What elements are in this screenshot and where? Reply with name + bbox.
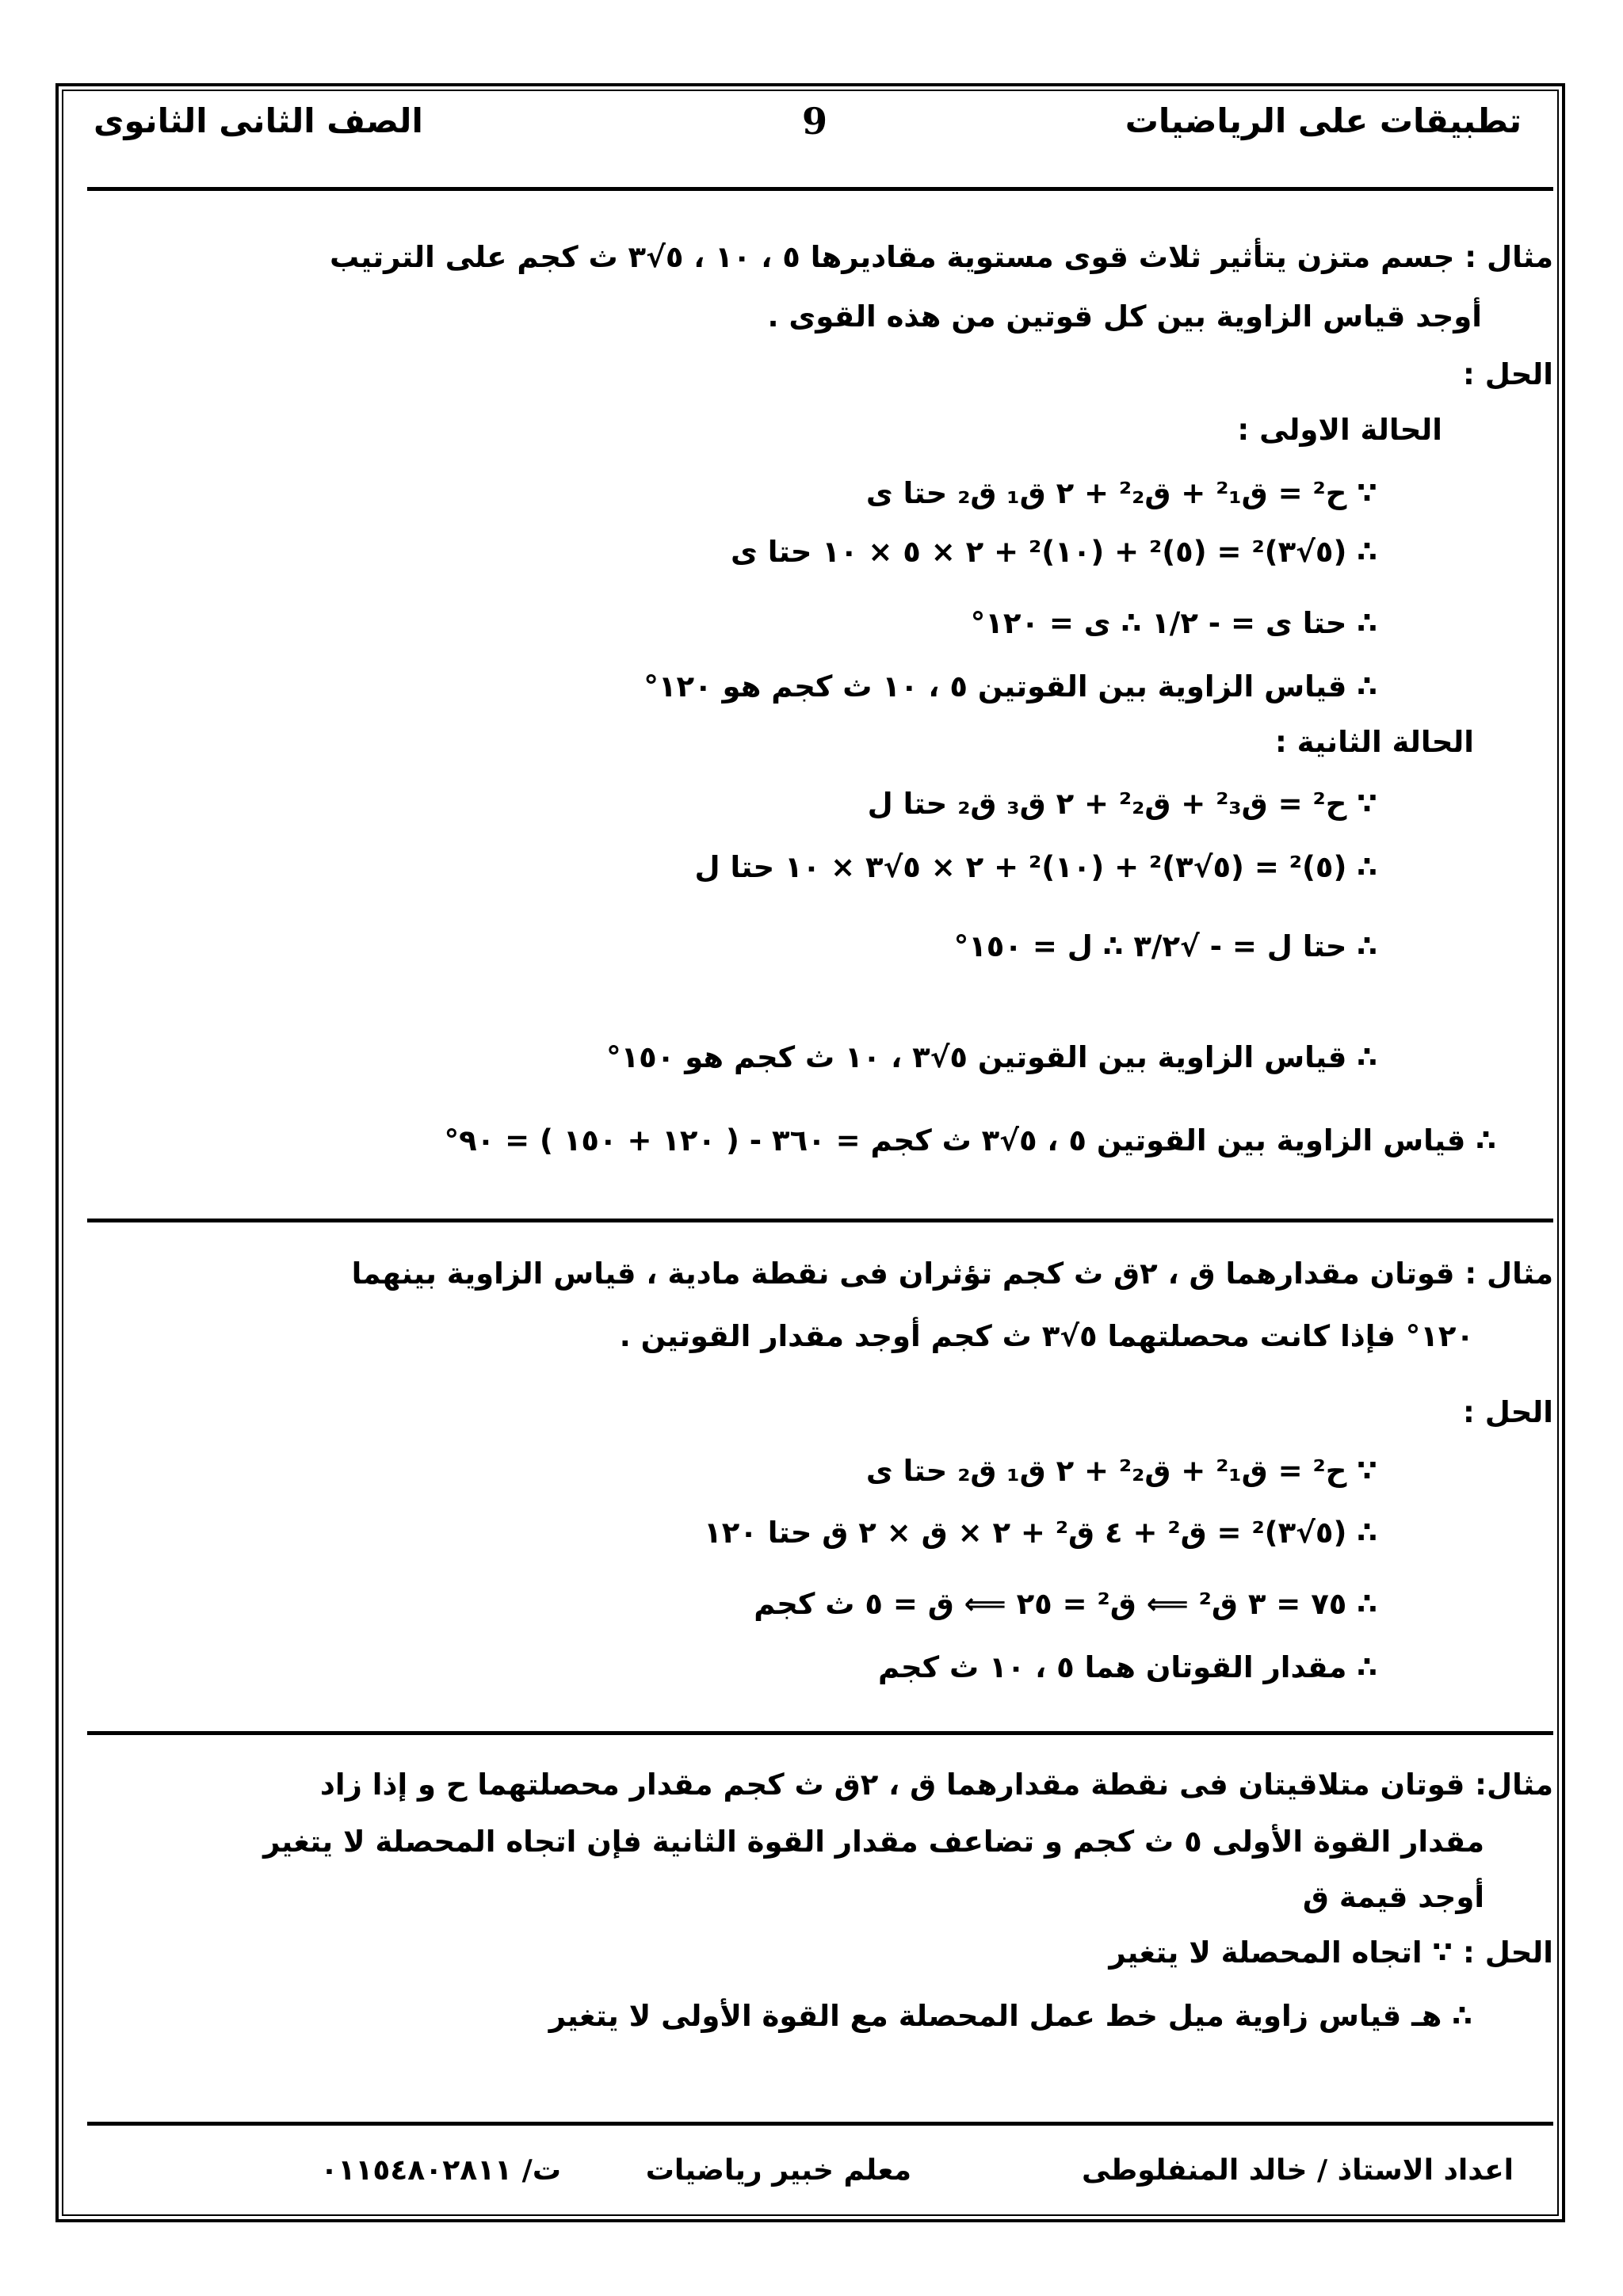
example3-statement-line1: مثال: قوتان متلاقيتان فى نقطة مقدارهما ق ، ٢ق ث كجم مقدار محصلتهما ح و إذا زاد	[319, 1768, 1553, 1802]
footer-role: معلم خبير رياضيات	[645, 2154, 911, 2187]
example2-line3: ∴ ٧٥ = ٣ ق² ⟸ ق² = ٢٥ ⟸ ق = ٥ ث كجم	[754, 1587, 1377, 1621]
example1-case1-label: الحالة الاولى :	[1237, 413, 1442, 447]
footer-divider	[87, 2122, 1553, 2126]
example1-case1-line2: ∴ (٥√٣)² = (٥)² + (١٠)² + ٢ × ٥ × ١٠ حتا ى	[731, 535, 1377, 569]
example2-statement-line2: ١٢٠° فإذا كانت محصلتهما ٥√٣ ث كجم أوجد مقدار القوتين .	[619, 1319, 1474, 1353]
example2-line1: ∵ ح² = ق²₁ + ق²₂ + ٢ ق₁ ق₂ حتا ى	[865, 1454, 1377, 1488]
example1-case1-line3: ∴ حتا ى = - ١/٢ ∴ ى = ١٢٠°	[970, 606, 1377, 640]
example1-case2-line3: ∴ حتا ل = - √٣/٢ ∴ ل = ١٥٠°	[953, 929, 1377, 963]
section-divider-1	[87, 1219, 1553, 1222]
footer-author: اعداد الاستاذ / خالد المنفلوطى	[1081, 2154, 1514, 2187]
section-divider-2	[87, 1731, 1553, 1735]
example3-statement-line2: مقدار القوة الأولى ٥ ث كجم و تضاعف مقدار القوة الثانية فإن اتجاه المحصلة لا يتغير	[263, 1825, 1484, 1859]
example2-line4: ∴ مقدار القوتان هما ٥ ، ١٠ ث كجم	[877, 1650, 1377, 1684]
example1-final-line: ∴ قياس الزاوية بين القوتين ٥ ، ٥√٣ ث كجم = ٣٦٠ - ( ١٢٠ + ١٥٠ ) = ٩٠°	[444, 1123, 1496, 1158]
example2-statement-line1: مثال : قوتان مقدارهما ق ، ٢ق ث كجم تؤثران فى نقطة مادية ، قياس الزاوية بينهما	[351, 1257, 1553, 1291]
example1-case2-line2: ∴ (٥)² = (٥√٣)² + (١٠)² + ٢ × ٥√٣ × ١٠ حتا ل	[694, 850, 1377, 884]
header-divider	[87, 187, 1553, 191]
example1-case1-line1: ∵ ح² = ق²₁ + ق²₂ + ٢ ق₁ ق₂ حتا ى	[865, 476, 1377, 510]
example1-statement-line2: أوجد قياس الزاوية بين كل قوتين من هذه القوى .	[767, 299, 1482, 334]
example1-case1-line4: ∴ قياس الزاوية بين القوتين ٥ ، ١٠ ث كجم هو ١٢٠°	[643, 669, 1377, 704]
header-grade: الصف الثانى الثانوى	[94, 101, 423, 140]
header-title: تطبيقات على الرياضيات	[1125, 101, 1522, 140]
example1-statement-line1: مثال : جسم متزن يتأثير ثلاث قوى مستوية مقاديرها ٥ ، ١٠ ، ٥√٣ ث كجم على الترتيب	[329, 240, 1553, 274]
example2-line2: ∴ (٥√٣)² = ق² + ٤ ق² + ٢ × ق × ٢ ق حتا ١٢٠	[704, 1516, 1377, 1550]
example1-case2-label: الحالة الثانية :	[1274, 725, 1474, 759]
example1-case2-line4: ∴ قياس الزاوية بين القوتين ٥√٣ ، ١٠ ث كجم هو ١٥٠°	[606, 1040, 1377, 1074]
footer-phone: ت/ ٠١١٥٤٨٠٢٨١١	[320, 2154, 561, 2187]
example1-solution-label: الحل :	[1463, 357, 1553, 391]
page-number: 9	[802, 100, 828, 143]
example3-line2: ∴ هـ قياس زاوية ميل خط عمل المحصلة مع القوة الأولى لا يتغير	[548, 1999, 1472, 2033]
example1-case2-line1: ∵ ح² = ق²₃ + ق²₂ + ٢ ق₃ ق₂ حتا ل	[867, 787, 1377, 821]
example3-statement-line3: أوجد قيمة ق	[1302, 1880, 1484, 1914]
example2-solution-label: الحل :	[1463, 1395, 1553, 1429]
example3-line1: الحل : ∵ اتجاه المحصلة لا يتغير	[1109, 1936, 1553, 1970]
